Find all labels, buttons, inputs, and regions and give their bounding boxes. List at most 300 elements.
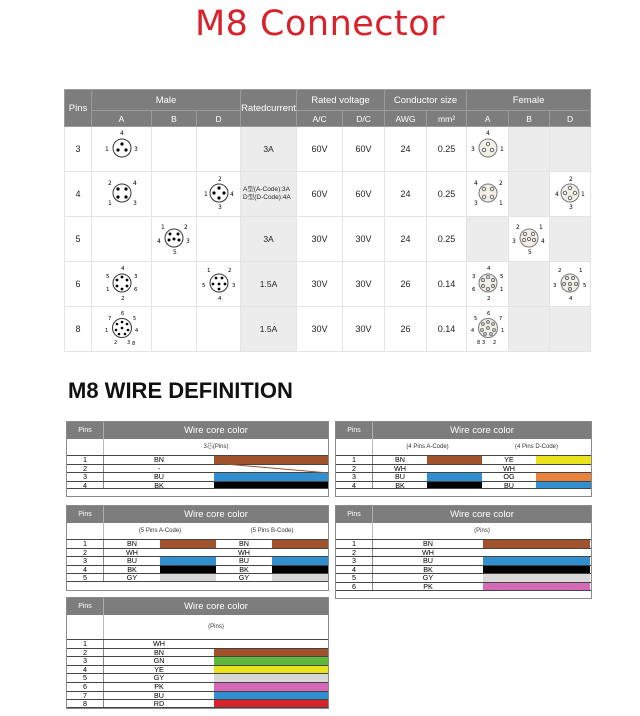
pins-cell: 6 — [65, 262, 92, 307]
svg-text:4: 4 — [486, 266, 491, 272]
svg-text:4: 4 — [132, 180, 137, 187]
wire-cell — [373, 557, 591, 565]
male-d-4pin-connector-icon — [197, 172, 241, 217]
wire-color-code: RD — [153, 699, 165, 709]
wire-color-code: GY — [238, 573, 250, 583]
wire-color-swatch — [160, 549, 216, 557]
wire-cell — [373, 540, 591, 548]
wire-pin-number: 6 — [67, 683, 104, 691]
svg-text:4: 4 — [541, 238, 545, 245]
pins-label: Pins — [336, 506, 373, 523]
wire-color-code: BN — [395, 455, 405, 464]
core-color-label: Wire core color — [184, 601, 248, 612]
wire-pin-number: 3 — [67, 473, 104, 481]
svg-text:2: 2 — [120, 296, 124, 301]
svg-text:3: 3 — [186, 238, 190, 245]
ac-cell: 60V — [297, 127, 343, 172]
wire-row — [67, 556, 328, 565]
wire-color-code: - — [157, 463, 161, 473]
mm2-cell: 0.25 — [427, 217, 467, 262]
svg-text:4: 4 — [473, 180, 478, 187]
wire-row — [336, 582, 591, 591]
wire-row — [67, 639, 328, 648]
current-a-code: A型(A-Code):3A — [243, 186, 290, 193]
wire-color-code: BK — [127, 564, 137, 574]
svg-text:4: 4 — [217, 296, 222, 301]
box-subtitle-d: (4 Pins D-Code) — [514, 444, 558, 450]
wire-row — [67, 665, 328, 674]
wire-color-code: BU — [504, 480, 514, 490]
box-subtitle-a: (5 Pins A-Code) — [138, 528, 182, 534]
wire-box-6pin — [335, 505, 592, 599]
wire-color-swatch — [272, 549, 328, 557]
svg-text:2: 2 — [569, 176, 573, 183]
wire-cell — [373, 566, 591, 574]
svg-text:3: 3 — [217, 204, 222, 211]
wire-color-code: WH — [153, 639, 165, 648]
wire-row — [336, 472, 591, 481]
wire-pin-number: 7 — [67, 692, 104, 700]
box-subtitle-b: (5 Pins B-Code) — [250, 528, 294, 534]
female-d-header: D — [550, 111, 591, 127]
svg-text:1: 1 — [206, 268, 211, 274]
wire-color-code: WH — [422, 547, 434, 557]
wire-pin-number: 3 — [67, 557, 104, 565]
wire-pin-number: 2 — [336, 465, 373, 473]
wire-color-code: BU — [239, 556, 249, 566]
wire-pin-number: 4 — [336, 482, 373, 489]
svg-text:2: 2 — [113, 340, 117, 346]
wire-cell — [104, 640, 328, 648]
svg-text:2: 2 — [107, 180, 112, 187]
wire-pin-number: 2 — [67, 549, 104, 557]
wire-row — [336, 464, 591, 473]
wire-color-swatch — [483, 583, 590, 590]
wire-color-code: OG — [503, 472, 515, 482]
wire-row — [67, 472, 328, 481]
svg-text:1: 1 — [500, 328, 504, 334]
wire-color-code: BU — [395, 472, 405, 482]
wire-row — [67, 648, 328, 657]
female-b-header: B — [509, 111, 550, 127]
female-a-6pin-connector-icon — [467, 262, 509, 307]
wire-pin-number: 1 — [336, 456, 373, 464]
wire-cell — [373, 549, 591, 557]
pins-header: Pins — [65, 90, 92, 127]
male-a-header: A — [92, 111, 152, 127]
wire-cell — [104, 574, 328, 581]
wire-color-swatch — [160, 540, 216, 548]
current-cell: 3A — [241, 127, 297, 172]
svg-text:5: 5 — [105, 274, 109, 280]
svg-text:2: 2 — [486, 296, 491, 301]
female-a-8pin-connector-icon — [467, 307, 509, 352]
female-a-4pin-connector-icon — [467, 172, 509, 217]
wire-row — [67, 673, 328, 682]
wire-row — [336, 455, 591, 464]
male-b-empty — [152, 262, 197, 307]
wire-cell — [373, 583, 591, 590]
box-subtitle-a: (4 Pins A-Code) — [406, 444, 449, 450]
wire-color-code: BU — [154, 690, 164, 700]
table-row — [65, 307, 591, 352]
svg-text:1: 1 — [107, 200, 112, 207]
wire-color-swatch — [160, 557, 216, 565]
wire-color-code: BK — [423, 564, 433, 574]
wire-color-code: BU — [423, 556, 433, 566]
male-d-empty — [197, 127, 241, 172]
page-title: M8 Connector — [194, 4, 446, 44]
pins-cell: 3 — [65, 127, 92, 172]
svg-text:4: 4 — [569, 296, 573, 301]
wire-cell — [104, 557, 328, 565]
wire-row — [67, 481, 328, 490]
female-d-4pin-connector-icon — [550, 172, 591, 217]
dc-cell: 60V — [343, 127, 385, 172]
wire-pin-number: 1 — [67, 640, 104, 648]
svg-text:1: 1 — [104, 146, 109, 153]
wire-color-swatch — [536, 482, 591, 489]
awg-cell: 24 — [385, 127, 427, 172]
dc-cell: 60V — [343, 172, 385, 217]
table-row — [65, 262, 591, 307]
wire-cell — [104, 657, 328, 665]
wire-definition-title: M8 WIRE DEFINITION — [68, 378, 293, 403]
wire-box-8pin — [66, 597, 329, 709]
ac-cell: 30V — [297, 307, 343, 352]
current-d-code: D型(D-Code):4A — [243, 194, 291, 201]
svg-text:3: 3 — [231, 283, 236, 289]
box-subtitle: (Pins) — [474, 528, 490, 534]
wire-row — [336, 556, 591, 565]
mm2-cell: 0.14 — [427, 262, 467, 307]
svg-text:4: 4 — [120, 266, 124, 272]
pins-cell: 4 — [65, 172, 92, 217]
wire-row — [67, 656, 328, 665]
svg-text:2: 2 — [498, 180, 503, 187]
female-b-empty — [509, 172, 550, 217]
female-d-6pin-connector-icon — [550, 262, 591, 307]
svg-text:2: 2 — [558, 268, 562, 274]
svg-text:3: 3 — [132, 200, 137, 207]
wire-row — [67, 691, 328, 700]
svg-text:4: 4 — [555, 191, 559, 198]
wire-color-code: BU — [127, 556, 137, 566]
wire-color-code: WH — [238, 547, 250, 557]
wire-row — [336, 481, 591, 490]
svg-text:6: 6 — [486, 311, 490, 317]
awg-cell: 24 — [385, 217, 427, 262]
svg-text:4: 4 — [485, 130, 490, 137]
wire-color-swatch — [272, 557, 328, 565]
female-b-empty — [509, 262, 550, 307]
wire-pin-number: 4 — [336, 566, 373, 574]
svg-text:4: 4 — [157, 238, 161, 245]
core-color-label: Wire core color — [184, 425, 248, 436]
awg-cell: 26 — [385, 262, 427, 307]
wire-color-swatch — [483, 540, 590, 548]
svg-text:2: 2 — [184, 224, 188, 231]
female-a-3pin-connector-icon — [467, 127, 509, 172]
female-d-empty — [550, 307, 591, 352]
wire-color-swatch — [483, 557, 590, 565]
male-a-8pin-connector-icon — [92, 307, 152, 352]
awg-cell: 26 — [385, 307, 427, 352]
wire-color-code: YE — [504, 455, 514, 464]
wire-row — [67, 548, 328, 557]
wire-cell — [373, 456, 591, 464]
wire-color-swatch — [427, 473, 482, 481]
wire-row — [67, 699, 328, 708]
wire-pin-number: 6 — [336, 583, 373, 590]
wire-row — [336, 539, 591, 548]
wire-color-swatch — [214, 683, 328, 691]
svg-text:3: 3 — [553, 283, 557, 289]
wire-cell — [104, 683, 328, 691]
male-a-4pin-connector-icon — [92, 172, 152, 217]
wire-pin-number: 5 — [67, 674, 104, 682]
male-b-empty — [152, 307, 197, 352]
wire-color-code: YE — [154, 664, 164, 674]
core-color-label: Wire core color — [450, 425, 514, 436]
core-color-label: Wire core color — [450, 509, 514, 520]
svg-text:3: 3 — [473, 200, 478, 207]
svg-text:5: 5 — [132, 316, 136, 322]
svg-text:1: 1 — [581, 191, 585, 198]
wire-cell — [373, 465, 591, 473]
conductor-size-header: Conductor size — [385, 90, 467, 111]
svg-text:1: 1 — [105, 287, 109, 293]
wire-color-code: GN — [153, 656, 165, 666]
wire-cell — [104, 540, 328, 548]
table-row — [65, 172, 591, 217]
svg-text:3: 3 — [133, 274, 137, 280]
wire-pin-number: 4 — [67, 566, 104, 574]
ac-cell: 30V — [297, 262, 343, 307]
male-b-header: B — [152, 111, 197, 127]
male-d-6pin-connector-icon — [197, 262, 241, 307]
wire-color-code: BK — [239, 564, 249, 574]
svg-text:3: 3 — [481, 340, 485, 346]
male-b-empty — [152, 172, 197, 217]
wire-color-code: GY — [153, 673, 165, 683]
wire-color-swatch — [214, 657, 328, 665]
svg-text:1: 1 — [499, 287, 504, 293]
mm2-cell: 0.25 — [427, 127, 467, 172]
svg-text:1: 1 — [104, 328, 108, 334]
svg-text:3: 3 — [471, 274, 476, 280]
wire-pin-number: 2 — [67, 649, 104, 657]
wire-color-swatch — [214, 640, 328, 648]
wire-color-swatch — [536, 456, 591, 464]
pins-label: Pins — [67, 422, 104, 439]
wire-color-code: BU — [154, 472, 164, 482]
pins-cell: 8 — [65, 307, 92, 352]
pins-cell: 5 — [65, 217, 92, 262]
wire-color-swatch — [536, 465, 591, 473]
svg-text:3: 3 — [126, 340, 130, 346]
svg-text:2: 2 — [217, 176, 222, 183]
wire-pin-number: 4 — [67, 666, 104, 674]
wire-color-code: BN — [127, 539, 137, 548]
female-a-empty — [467, 217, 509, 262]
wire-color-swatch — [214, 666, 328, 674]
rated-voltage-header: Rated voltage — [297, 90, 385, 111]
wire-pin-number: 3 — [67, 657, 104, 665]
svg-text:2: 2 — [492, 340, 496, 346]
mm2-cell: 0.25 — [427, 172, 467, 217]
wire-cell — [104, 692, 328, 700]
current-cell: 3A — [241, 217, 297, 262]
wire-cell — [104, 649, 328, 657]
ac-cell: 60V — [297, 172, 343, 217]
wire-color-swatch — [483, 574, 590, 582]
wire-pin-number: 3 — [336, 473, 373, 481]
wire-pin-number: 2 — [67, 465, 104, 473]
female-d-empty — [550, 217, 591, 262]
wire-color-swatch — [427, 465, 482, 473]
dc-cell: 30V — [343, 307, 385, 352]
wire-cell — [104, 482, 328, 489]
svg-text:6: 6 — [133, 287, 137, 293]
male-a-6pin-connector-icon — [92, 262, 152, 307]
wire-box-4pin — [335, 421, 592, 497]
wire-pin-number: 3 — [336, 557, 373, 565]
wire-color-code: BN — [154, 647, 164, 657]
svg-text:2: 2 — [227, 268, 232, 274]
mm2-header: mm² — [427, 111, 467, 127]
svg-text:3: 3 — [470, 146, 475, 153]
male-a-3pin-connector-icon — [92, 127, 152, 172]
svg-text:5: 5 — [528, 249, 532, 256]
pins-label: Pins — [336, 422, 373, 439]
svg-text:4: 4 — [134, 328, 138, 334]
wire-color-swatch — [536, 473, 591, 481]
svg-text:2: 2 — [516, 224, 520, 231]
wire-color-code: WH — [503, 463, 515, 473]
wire-color-swatch — [272, 566, 328, 574]
svg-text:5: 5 — [173, 249, 177, 256]
pins-label: Pins — [67, 506, 104, 523]
female-header: Female — [467, 90, 591, 111]
wire-color-swatch — [272, 574, 328, 581]
wire-cell — [104, 473, 328, 481]
male-d-empty — [197, 217, 241, 262]
wire-cell — [373, 473, 591, 481]
svg-text:1: 1 — [499, 146, 504, 153]
wire-pin-number: 1 — [67, 456, 104, 464]
svg-text:5: 5 — [473, 316, 477, 322]
wire-pin-number: 5 — [336, 574, 373, 582]
wire-color-code: BN — [239, 539, 249, 548]
ac-cell: 30V — [297, 217, 343, 262]
svg-text:1: 1 — [203, 191, 208, 198]
svg-text:6: 6 — [471, 287, 476, 293]
male-b-5pin-connector-icon — [152, 217, 197, 262]
core-color-label: Wire core color — [184, 509, 248, 520]
awg-cell: 24 — [385, 172, 427, 217]
svg-text:4: 4 — [470, 328, 474, 334]
svg-text:5: 5 — [201, 283, 206, 289]
svg-text:3: 3 — [512, 238, 516, 245]
box-subtitle: (Pins) — [208, 624, 224, 630]
svg-text:1: 1 — [498, 200, 503, 207]
current-cell: 1.5A — [241, 262, 297, 307]
male-d-header: D — [197, 111, 241, 127]
svg-text:7: 7 — [107, 316, 111, 322]
wire-color-swatch — [160, 574, 216, 581]
svg-text:3: 3 — [569, 204, 573, 211]
dc-cell: 30V — [343, 262, 385, 307]
wire-color-swatch — [427, 456, 482, 464]
wire-cell — [373, 482, 591, 489]
box-subtitle: 3芯(Pins) — [203, 444, 229, 450]
wire-row — [336, 573, 591, 582]
dc-header: D/C — [343, 111, 385, 127]
mm2-cell: 0.14 — [427, 307, 467, 352]
wire-color-code: GY — [126, 573, 138, 583]
wire-color-code: BK — [395, 480, 405, 490]
wire-color-swatch — [214, 473, 328, 481]
wire-color-code: PK — [423, 581, 433, 591]
pins-label: Pins — [67, 598, 104, 615]
wire-row — [67, 682, 328, 691]
svg-text:4: 4 — [119, 130, 124, 137]
wire-cell — [104, 700, 328, 707]
wire-color-swatch — [483, 566, 590, 574]
wire-color-code: WH — [126, 547, 138, 557]
spec-table — [64, 89, 591, 352]
male-a-empty — [92, 217, 152, 262]
svg-text:8: 8 — [131, 341, 135, 346]
wire-row — [336, 548, 591, 557]
svg-text:5: 5 — [499, 274, 504, 280]
awg-header: AWG — [385, 111, 427, 127]
wire-cell — [104, 674, 328, 682]
female-b-empty — [509, 127, 550, 172]
wire-row — [67, 565, 328, 574]
female-b-empty — [509, 307, 550, 352]
wire-color-code: PK — [154, 681, 164, 691]
svg-text:6: 6 — [120, 311, 124, 317]
wire-row — [67, 573, 328, 582]
svg-text:1: 1 — [539, 224, 543, 231]
svg-text:7: 7 — [498, 316, 502, 322]
wire-color-swatch — [160, 566, 216, 574]
current-cell: 1.5A — [241, 307, 297, 352]
svg-text:5: 5 — [583, 283, 587, 289]
svg-text:8: 8 — [476, 340, 480, 346]
current-cell — [241, 172, 297, 217]
wire-color-swatch — [214, 482, 328, 489]
wire-color-swatch — [272, 540, 328, 548]
svg-text:4: 4 — [229, 191, 234, 198]
wire-color-code: WH — [394, 463, 406, 473]
wire-box-3pin — [66, 421, 329, 497]
wire-color-swatch — [427, 482, 482, 489]
wire-pin-number: 1 — [67, 540, 104, 548]
svg-text:3: 3 — [133, 146, 138, 153]
wire-row — [336, 565, 591, 574]
dc-cell: 30V — [343, 217, 385, 262]
wire-pin-number: 4 — [67, 482, 104, 489]
wire-pin-number: 1 — [336, 540, 373, 548]
wire-color-swatch — [483, 549, 590, 557]
wire-color-swatch — [214, 674, 328, 682]
female-a-header: A — [467, 111, 509, 127]
wire-color-swatch — [214, 700, 328, 707]
wire-row — [67, 539, 328, 548]
